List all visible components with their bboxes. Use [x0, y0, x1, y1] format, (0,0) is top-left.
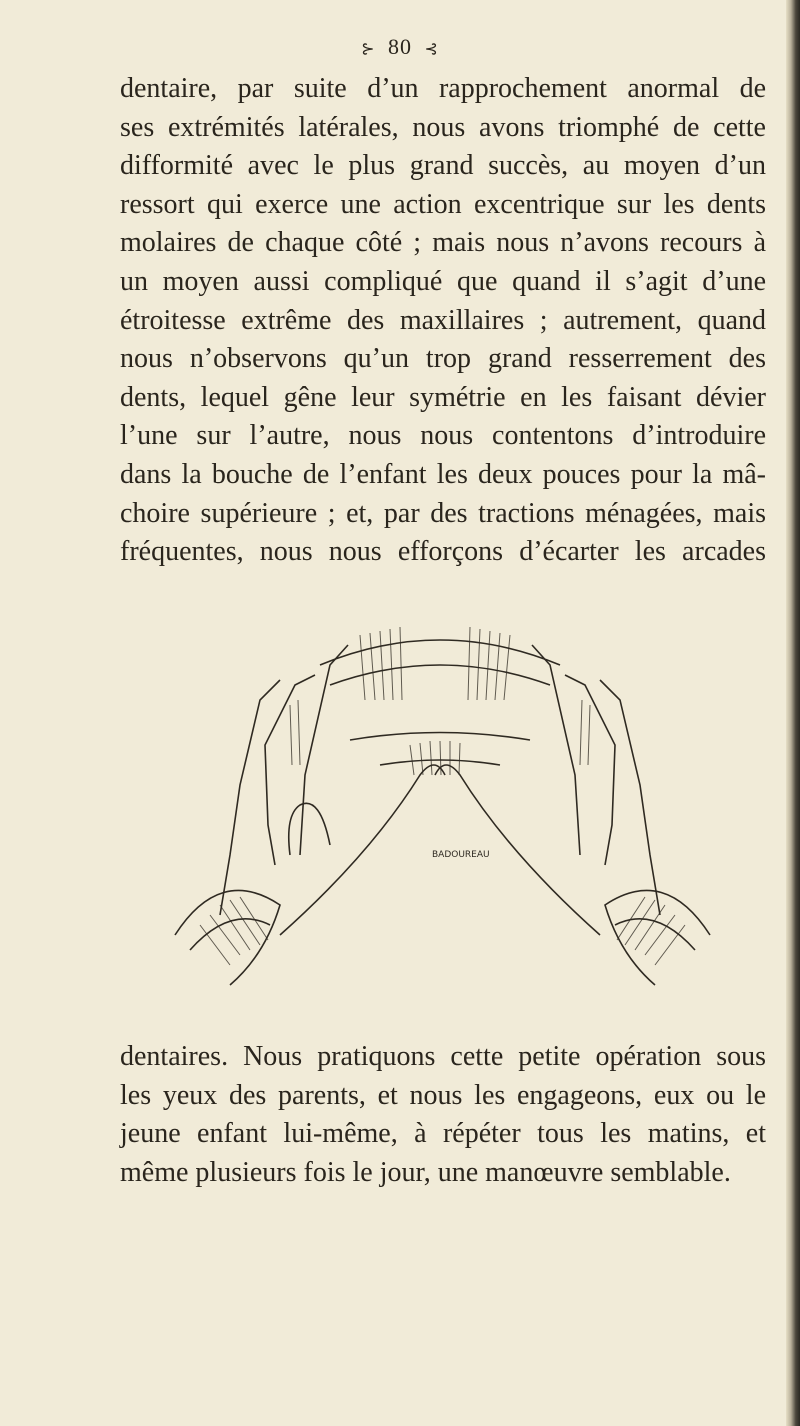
text-line: difformité avec le plus grand succès, au moyen d’un [120, 150, 766, 182]
text-line: molaires de chaque côté ; mais nous n’avons recours à [120, 227, 766, 259]
text-line: dents, lequel gêne leur symétrie en les faisant dévier [120, 381, 766, 413]
text-line: l’une sur l’autre, nous nous contentons d’introduire [120, 420, 766, 452]
right-ornament-icon: ⊰ [424, 41, 439, 58]
engraver-signature: BADOUREAU [432, 850, 490, 860]
page-header [0, 34, 800, 60]
hands-in-mouth-illustration-icon [170, 605, 715, 995]
text-line: fréquentes, nous nous efforçons d’écarter les arcades [120, 536, 766, 568]
text-line: un moyen aussi compliqué que quand il s’agit d’une [120, 265, 766, 297]
paragraph-top [120, 70, 766, 572]
text-line: dans la bouche de l’enfant les deux pouces pour la mâ- [120, 458, 766, 490]
left-ornament-icon: ⊱ [361, 41, 376, 58]
paragraph-bottom [120, 1038, 766, 1192]
page-edge-shadow [786, 0, 800, 1426]
text-line: même plusieurs fois le jour, une manœuvre semblable. [120, 1156, 731, 1188]
text-line: nous n’observons qu’un trop grand resserrement des [120, 343, 766, 375]
text-line: jeune enfant lui-même, à répéter tous les matins, et [120, 1118, 766, 1150]
text-line: étroitesse extrême des maxillaires ; autrement, quand [120, 304, 766, 336]
text-line: les yeux des parents, et nous les engageons, eux ou le [120, 1079, 766, 1111]
text-line: ses extrémités latérales, nous avons triomphé de cette [120, 111, 766, 143]
text-line: ressort qui exerce une action excentrique sur les dents [120, 188, 766, 220]
page-number: 80 [388, 34, 412, 59]
text-line: dentaires. Nous pratiquons cette petite opération sous [120, 1041, 766, 1072]
text-line: dentaire, par suite d’un rapprochement anormal de [120, 73, 766, 104]
text-line: choire supérieure ; et, par des tractions ménagées, mais [120, 497, 766, 529]
engraving-figure [170, 605, 715, 995]
